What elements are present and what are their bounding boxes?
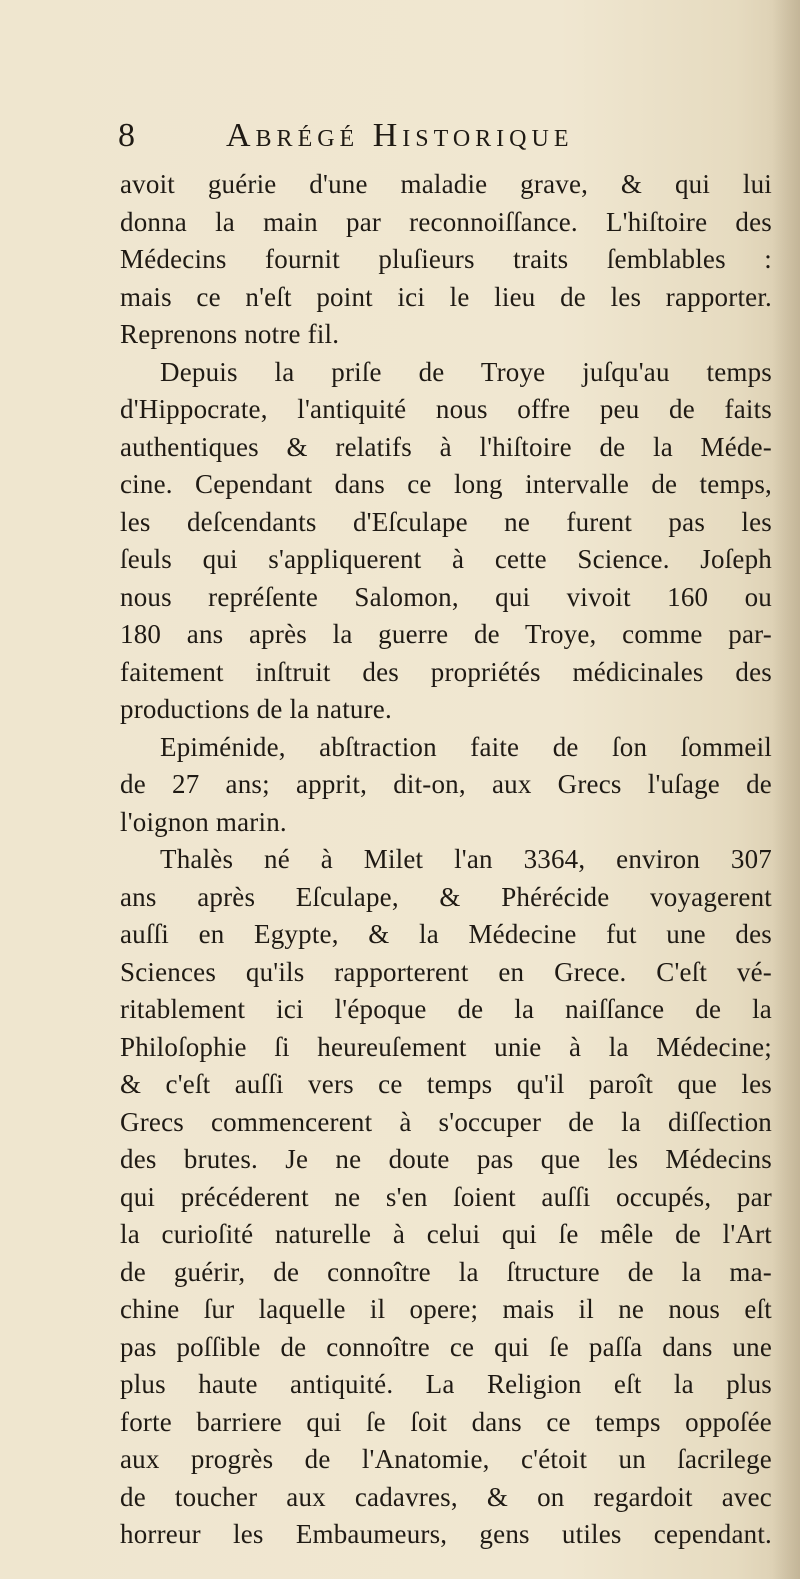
text-line: qui précéderent ne s'en ſoient auſſi occupés, par: [120, 1181, 772, 1212]
text-line: faitement inſtruit des propriétés médicinales des: [120, 656, 772, 687]
text-line: avoit guérie d'une maladie grave, & qui lui: [120, 169, 772, 199]
text-line: pas poſſible de connoître ce qui ſe paſſa dans une: [120, 1331, 772, 1362]
text-line: de toucher aux cadavres, & on regardoit avec: [120, 1481, 772, 1512]
text-line: de guérir, de connoître la ſtructure de la ma-: [120, 1256, 772, 1287]
text-line: Thalès né à Milet l'an 3364, environ 307: [160, 844, 772, 874]
text-line: l'oignon marin.: [120, 806, 287, 837]
text-line: 180 ans après la guerre de Troye, comme par-: [120, 619, 772, 649]
text-line: horreur les Embaumeurs, gens utiles cependant.: [120, 1519, 772, 1549]
page-gutter-shadow: [772, 0, 800, 1579]
text-line: donna la main par reconnoiſſance. L'hiſtoire des: [120, 206, 772, 237]
text-line: des brutes. Je ne doute pas que les Médecins: [120, 1144, 772, 1174]
text-line: chine ſur laquelle il opere; mais il ne nous eſt: [120, 1294, 772, 1324]
text-line: Epiménide, abſtraction faite de ſon ſommeil: [160, 731, 772, 762]
body-text: [120, 166, 772, 1554]
text-line: ritablement ici l'époque de la naiſſance de la: [120, 994, 772, 1024]
text-line: nous repréſente Salomon, qui vivoit 160 ou: [120, 581, 772, 612]
text-line: Reprenons notre fil.: [120, 319, 340, 349]
text-line: & c'eſt auſſi vers ce temps qu'il paroît que les: [120, 1069, 772, 1099]
text-line: cine. Cependant dans ce long intervalle de temps,: [120, 469, 772, 499]
text-line: authentiques & relatifs à l'hiſtoire de la Méde-: [120, 431, 772, 462]
text-line: ans après Eſculape, & Phérécide voyagerent: [120, 881, 772, 912]
text-line: Médecins fournit pluſieurs traits ſemblables :: [120, 244, 772, 274]
text-line: de 27 ans; apprit, dit-on, aux Grecs l'uſage de: [120, 769, 772, 799]
page-number: 8: [118, 117, 135, 154]
text-line: ſeuls qui s'appliquerent à cette Science. Joſeph: [120, 544, 772, 574]
text-line: les deſcendants d'Eſculape ne furent pas les: [120, 506, 772, 537]
text-line: Depuis la priſe de Troye juſqu'au temps: [160, 356, 772, 387]
text-line: productions de la nature.: [120, 694, 392, 724]
text-line: aux progrès de l'Anatomie, c'étoit un ſacrilege: [120, 1444, 772, 1474]
text-line: mais ce n'eſt point ici le lieu de les rapporter.: [120, 281, 772, 312]
text-line: d'Hippocrate, l'antiquité nous offre peu de faits: [120, 394, 772, 424]
page-header: [118, 116, 678, 156]
running-title: Abrégé Historique: [226, 117, 574, 154]
text-line: Philoſophie ſi heureuſement unie à la Médecine;: [120, 1031, 772, 1062]
text-line: Sciences qu'ils rapporterent en Grece. C'eſt vé-: [120, 956, 772, 987]
text-line: forte barriere qui ſe ſoit dans ce temps oppoſée: [120, 1406, 772, 1437]
text-line: plus haute antiquité. La Religion eſt la plus: [120, 1369, 772, 1399]
text-line: auſſi en Egypte, & la Médecine fut une des: [120, 919, 772, 949]
text-line: Grecs commencerent à s'occuper de la diſſection: [120, 1106, 772, 1137]
text-line: la curioſité naturelle à celui qui ſe mêle de l'Art: [120, 1219, 772, 1249]
